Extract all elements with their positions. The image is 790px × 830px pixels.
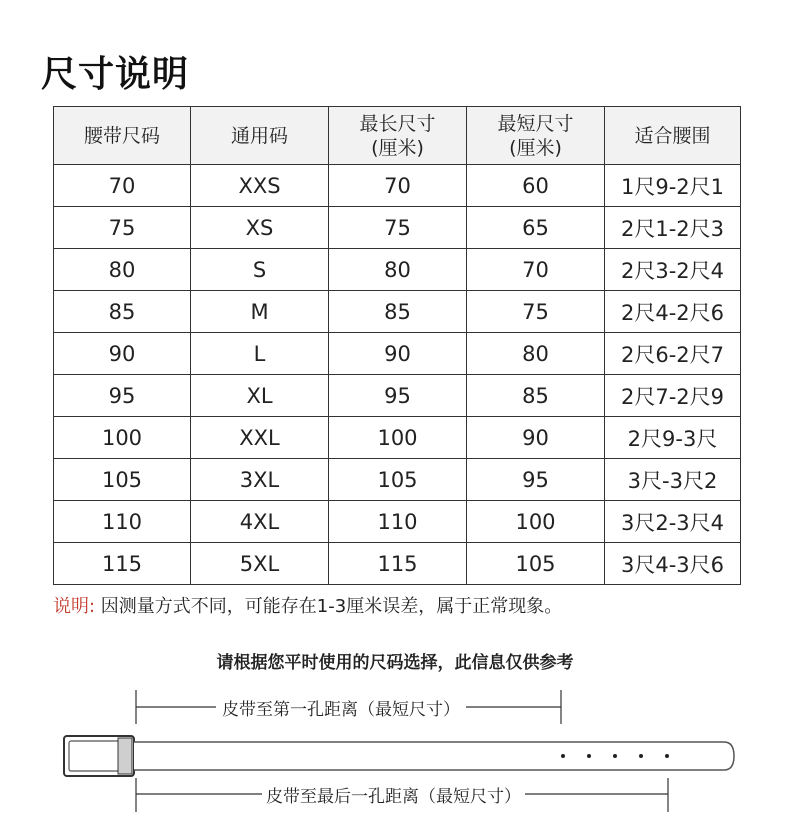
table-cell: 3尺-3尺2 — [605, 459, 741, 501]
belt-buckle-icon — [64, 736, 134, 776]
table-row — [54, 291, 741, 333]
table-cell: 70 — [467, 249, 605, 291]
table-cell: 75 — [467, 291, 605, 333]
table-cell: 3XL — [191, 459, 329, 501]
note-label: 说明: — [53, 596, 96, 617]
table-cell: 105 — [329, 459, 467, 501]
table-cell: 2尺3-2尺4 — [605, 249, 741, 291]
table-cell: XS — [191, 207, 329, 249]
table-cell: 3尺4-3尺6 — [605, 543, 741, 585]
header-belt-size: 腰带尺码 — [54, 107, 191, 165]
belt-strap — [134, 742, 734, 770]
table-cell: XXS — [191, 165, 329, 207]
table-row — [54, 249, 741, 291]
table-row — [54, 333, 741, 375]
belt-hole — [587, 754, 591, 758]
table-cell: 75 — [54, 207, 191, 249]
table-cell: 90 — [329, 333, 467, 375]
table-cell: 3尺2-3尺4 — [605, 501, 741, 543]
top-dimension-label: 皮带至第一孔距离（最短尺寸） — [216, 695, 466, 720]
table-row — [54, 165, 741, 207]
table-cell: 95 — [329, 375, 467, 417]
table-cell: L — [191, 333, 329, 375]
table-row — [54, 417, 741, 459]
table-row — [54, 501, 741, 543]
table-cell: 2尺9-3尺 — [605, 417, 741, 459]
table-cell: 5XL — [191, 543, 329, 585]
belt-hole — [639, 754, 643, 758]
table-cell: S — [191, 249, 329, 291]
table-row — [54, 459, 741, 501]
table-cell: XL — [191, 375, 329, 417]
table-cell: 60 — [467, 165, 605, 207]
table-cell: 85 — [54, 291, 191, 333]
table-cell: 115 — [329, 543, 467, 585]
table-cell: 2尺1-2尺3 — [605, 207, 741, 249]
table-cell: 70 — [329, 165, 467, 207]
table-cell: M — [191, 291, 329, 333]
table-cell: 95 — [467, 459, 605, 501]
table-cell: 100 — [329, 417, 467, 459]
table-cell: 4XL — [191, 501, 329, 543]
page-title: 尺寸说明 — [41, 54, 190, 95]
header-general-size: 通用码 — [191, 107, 329, 165]
measurement-note — [53, 592, 562, 618]
size-table — [53, 106, 741, 585]
table-cell: 115 — [54, 543, 191, 585]
header-waist-fit: 适合腰围 — [605, 107, 741, 165]
bottom-dimension-label: 皮带至最后一孔距离（最短尺寸） — [262, 782, 525, 807]
table-cell: 100 — [54, 417, 191, 459]
table-row — [54, 207, 741, 249]
table-cell: XXL — [191, 417, 329, 459]
table-row — [54, 543, 741, 585]
table-cell: 105 — [54, 459, 191, 501]
table-cell: 110 — [329, 501, 467, 543]
table-cell: 1尺9-2尺1 — [605, 165, 741, 207]
header-max-length: 最长尺寸 (厘米) — [329, 107, 467, 165]
table-cell: 90 — [467, 417, 605, 459]
table-cell: 80 — [54, 249, 191, 291]
table-cell: 85 — [329, 291, 467, 333]
table-cell: 70 — [54, 165, 191, 207]
size-guide-subtitle: 请根据您平时使用的尺码选择，此信息仅供参考 — [216, 653, 574, 673]
table-cell: 110 — [54, 501, 191, 543]
table-cell: 85 — [467, 375, 605, 417]
table-cell: 2尺7-2尺9 — [605, 375, 741, 417]
header-min-length: 最短尺寸 (厘米) — [467, 107, 605, 165]
table-cell: 95 — [54, 375, 191, 417]
table-cell: 90 — [54, 333, 191, 375]
table-cell: 75 — [329, 207, 467, 249]
belt-hole — [613, 754, 617, 758]
note-text: 因测量方式不同，可能存在1-3厘米误差，属于正常现象。 — [95, 596, 563, 617]
table-header-row — [54, 107, 741, 165]
table-cell: 65 — [467, 207, 605, 249]
belt-hole — [561, 754, 565, 758]
table-cell: 80 — [329, 249, 467, 291]
table-cell: 80 — [467, 333, 605, 375]
table-cell: 105 — [467, 543, 605, 585]
table-row — [54, 375, 741, 417]
table-cell: 2尺6-2尺7 — [605, 333, 741, 375]
table-cell: 2尺4-2尺6 — [605, 291, 741, 333]
table-cell: 100 — [467, 501, 605, 543]
belt-hole — [665, 754, 669, 758]
